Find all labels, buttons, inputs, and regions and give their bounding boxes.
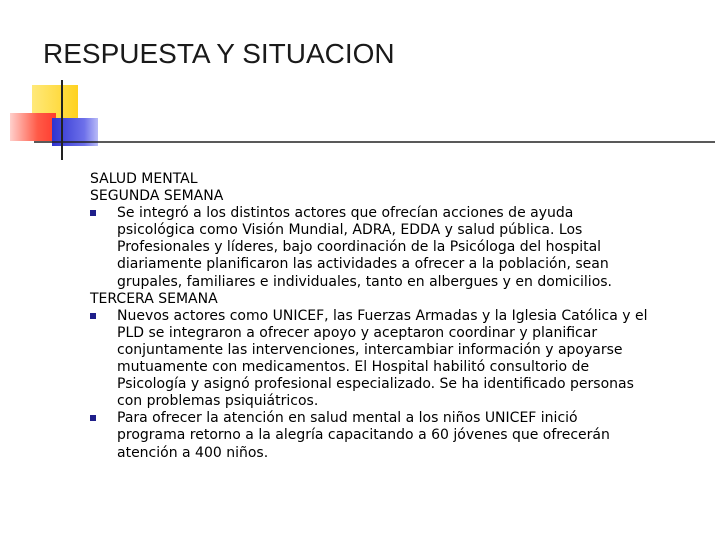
section-heading-tercera-semana: TERCERA SEMANA — [90, 290, 218, 307]
bullet-item — [90, 410, 718, 461]
slide-body — [90, 171, 718, 462]
red-square — [10, 113, 56, 141]
slide-title: RESPUESTA Y SITUACION — [43, 38, 395, 69]
bullet-text: Nuevos actores como UNICEF, las Fuerzas Armadas y la Iglesia Católica y el PLD se integraron a ofrecer apoyo y aceptaron coordinar y planificar conjuntamente las intervenciones, intercambiar información y apoyarse mutuamente con medicamentos. El Hospital habilitó consultorio de Psicología y asignó profesional especializado. Se ha identificado personas con problemas psiquiátricos. — [117, 307, 648, 410]
bullet-text: Para ofrecer la atención en salud mental a los niños UNICEF inició programa retorno a la alegría capacitando a 60 jóvenes que ofrecerán atención a 400 niños. — [117, 410, 610, 461]
section-heading-segunda-semana: SEGUNDA SEMANA — [90, 188, 224, 205]
square-bullet-icon — [90, 210, 96, 216]
bullet-item — [90, 205, 718, 290]
section-heading-salud-mental: SALUD MENTAL — [90, 171, 198, 187]
bullet-text: Se integró a los distintos actores que ofrecían acciones de ayuda psicológica como Visión Mundial, ADRA, EDDA y salud pública. Los Profesionales y líderes, bajo coordinación de la Psicóloga del hospital diariamente planificaron las actividades a ofrecer a la población, sean grupales, familiares e individuales, tanto en albergues y en domicilios. — [117, 205, 612, 290]
bullet-item — [90, 308, 718, 411]
square-bullet-icon — [90, 415, 96, 421]
decorative-squares — [0, 0, 720, 170]
square-bullet-icon — [90, 313, 96, 319]
